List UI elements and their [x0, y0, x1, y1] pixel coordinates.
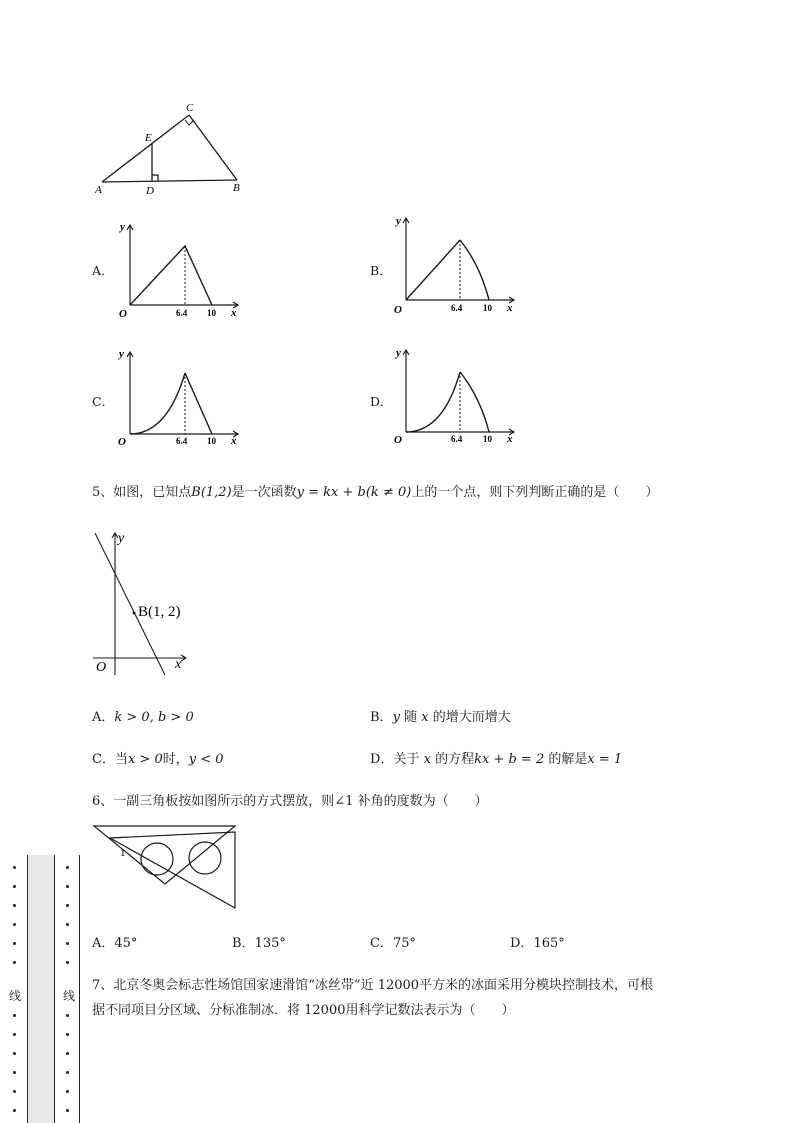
triangle-figure [90, 100, 260, 200]
binding-margin-label-right: 线 [63, 989, 76, 1003]
q5-graph-y-label: y [118, 531, 125, 546]
binding-margin-label-left: 线 [9, 989, 22, 1003]
q5-prefix: 5、如图，已知点 [92, 485, 192, 500]
q5-option-a-math: k > 0, b > 0 [114, 710, 194, 725]
q6-option-c: C．75° [370, 936, 416, 951]
graph-a-tick-10: 10 [207, 308, 216, 318]
graph-option-b-letter: B． [370, 263, 392, 278]
triangle-label-c: C [186, 102, 194, 114]
graph-option-b [388, 210, 523, 320]
graph-option-d-letter: D． [370, 394, 393, 409]
graph-option-c-letter: C． [92, 394, 115, 409]
graph-a-tick-64: 6.4 [176, 308, 188, 318]
graph-c-y-label: y [119, 348, 124, 360]
q5-line-graph [88, 528, 198, 678]
q6-option-a: A．45° [92, 936, 138, 951]
q5-stem [92, 481, 658, 500]
binding-margin-strip [27, 855, 55, 1123]
q5-option-b: B．y 随 x 的增大而增大 [370, 710, 511, 725]
triangle-label-a: A [95, 184, 102, 196]
q6-stem: 6、一副三角板按如图所示的方式摆放，则∠1 补角的度数为（ ） [92, 794, 488, 809]
graph-d-y-label: y [396, 347, 401, 359]
q5-graph-point-label: B(1, 2) [138, 604, 181, 620]
binding-margin-right-rule [79, 855, 80, 1123]
graph-d-origin: O [394, 434, 402, 446]
q6-option-b: B．135° [232, 936, 286, 951]
q5-option-a: A．k > 0, b > 0 [92, 710, 194, 725]
graph-option-a [112, 215, 247, 320]
q5-function: y = kx + b(k ≠ 0) [296, 485, 412, 500]
graph-a-y-label: y [120, 221, 125, 233]
q5-graph-x-label: x [175, 657, 182, 672]
q7-stem-line-1: 7、北京冬奥会标志性场馆国家速滑馆“冰丝带”近 12000平方米的冰面采用分模块控制技术，可根 [92, 978, 654, 993]
graph-a-x-label: x [231, 307, 237, 319]
q5-suffix: 上的一个点，则下列判断正确的是（ ） [411, 485, 659, 500]
q5-option-d: D．关于 x 的方程kx + b = 2 的解是x = 1 [370, 752, 623, 767]
triangle-label-d: D [146, 185, 154, 197]
q7-stem-line-2: 据不同项目分区域、分标准制冰．将 12000用科学记数法表示为（ ） [92, 1003, 515, 1018]
q6-angle-label: 1 [120, 847, 126, 859]
graph-b-origin: O [394, 304, 402, 316]
q6-option-d: D．165° [510, 936, 565, 951]
graph-d-tick-64: 6.4 [451, 434, 463, 444]
graph-d-x-label: x [507, 433, 513, 445]
q6-triangle-rulers-figure [90, 822, 240, 914]
graph-b-tick-10: 10 [483, 303, 492, 313]
triangle-label-b: B [233, 182, 240, 194]
graph-option-c [112, 342, 247, 452]
graph-option-a-letter: A． [92, 263, 114, 278]
q5-mid: 是一次函数 [231, 485, 297, 500]
graph-b-tick-64: 6.4 [451, 303, 463, 313]
q5-option-c: C．当x > 0时，y < 0 [92, 752, 224, 767]
graph-option-d [388, 342, 523, 452]
graph-c-x-label: x [231, 435, 237, 447]
graph-c-origin: O [118, 436, 126, 448]
triangle-label-e: E [145, 132, 152, 144]
graph-b-y-label: y [396, 215, 401, 227]
q5-graph-origin: O [96, 660, 107, 675]
graph-d-tick-10: 10 [483, 434, 492, 444]
graph-c-tick-10: 10 [207, 436, 216, 446]
graph-a-origin: O [119, 308, 127, 320]
graph-c-tick-64: 6.4 [176, 436, 188, 446]
q5-point: B(1,2) [191, 485, 232, 500]
graph-b-x-label: x [507, 302, 513, 314]
